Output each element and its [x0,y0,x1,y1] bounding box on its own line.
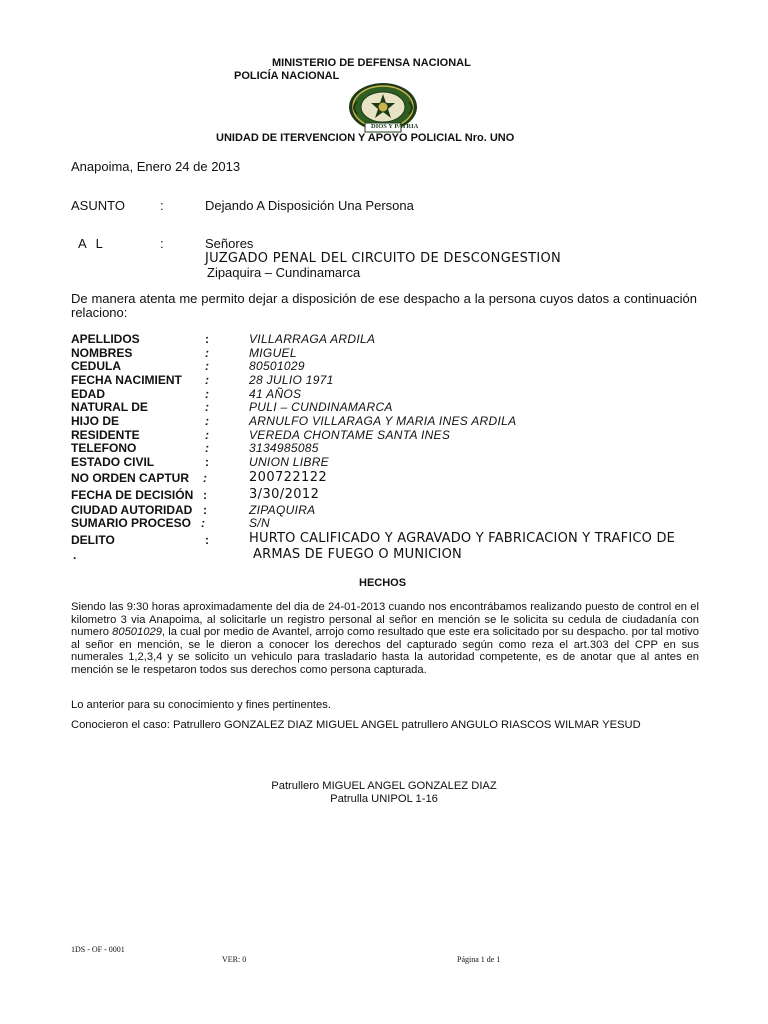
field-colon: : [205,441,209,455]
field-colon: : [205,428,209,442]
field-value-fecha-decision: 3/30/2012 [249,487,320,502]
field-label-nombres: NOMBRES [71,346,133,360]
field-colon: : [203,503,207,517]
field-colon: : [203,471,207,485]
field-label-telefono: TELEFONO [71,441,137,455]
field-label-natural-de: NATURAL DE [71,400,148,414]
hechos-text-part1: Siendo las 9:30 horas aproximadamente del dia de 24-01-2013 cuando nos encontrábamos realizando puesto de control en el kilometro 3 via Anapoima, al solicitarle un registro personal al señor en mención se le solicita su cedula de ciudadanía con numero [71,601,699,639]
footer-version: VER: 0 [222,955,247,964]
field-colon: : [205,359,209,373]
delito-dot: . [73,548,77,562]
field-value-residente: VEREDA CHONTAME SANTA INES [249,428,451,442]
field-label-delito: DELITO [71,533,115,547]
field-label-fecha-decision: FECHA DE DECISIÓN [71,488,194,502]
field-label-apellidos: APELLIDOS [71,332,140,346]
asunto-colon: : [160,198,164,213]
field-value-estado-civil: UNION LIBRE [249,455,329,469]
signature-unit: Patrulla UNIPOL 1-16 [330,793,438,805]
field-colon: : [205,373,209,387]
unit-heading: UNIDAD DE ITERVENCION Y APOYO POLICIAL Nro. UNO [216,132,515,144]
field-label-fecha-nacimiento: FECHA NACIMIENT [71,373,182,387]
delito-line1: HURTO CALIFICADO Y AGRAVADO Y FABRICACION Y TRAFICO DE [249,531,676,546]
footer-page-number: Página 1 de 1 [457,955,501,964]
case-officers: Conocieron el caso: Patrullero GONZALEZ DIAZ MIGUEL ANGEL patrullero ANGULO RIASCOS WILMAR YESUD [71,719,641,731]
date-line: Anapoima, Enero 24 de 2013 [71,159,241,174]
field-label-residente: RESIDENTE [71,428,140,442]
police-heading: POLICÍA NACIONAL [234,70,340,82]
hechos-cedula-number: 80501029 [112,626,162,639]
al-label: A L [78,236,106,251]
intro-paragraph: De manera atenta me permito dejar a disposición de ese despacho a la persona cuyos datos a continuación relaciono: [71,291,697,320]
asunto-value: Dejando A Disposición Una Persona [205,198,414,213]
delito-line2: ARMAS DE FUEGO O MUNICION [253,547,462,562]
field-colon: : [205,400,209,414]
field-value-edad: 41 AÑOS [249,387,302,401]
field-value-apellidos: VILLARRAGA ARDILA [249,332,376,346]
field-colon: : [205,414,209,428]
ministry-heading: MINISTERIO DE DEFENSA NACIONAL [272,57,471,69]
field-value-natural-de: PULI – CUNDINAMARCA [249,400,393,414]
hechos-text-part2: , la cual por medio de Avantel, arrojo como resultado que este era solicitado por su despacho. por tal motivo al señor en mención, se le dieron a conocer los derechos del capturado según como reza el art.303 del CPP en sus numerales 1,2,3,4 y se solicito un vehiculo para trasladario hasta la autoridad competente, es de anotar que al antes en mención se le respetaron todos sus derechos como persona capturada. [71,626,699,676]
field-label-cedula: CEDULA [71,359,121,373]
court-name: JUZGADO PENAL DEL CIRCUITO DE DESCONGESTION [205,251,562,266]
field-colon: : [201,516,205,530]
hechos-paragraph [71,601,699,677]
field-value-sumario-proceso: S/N [249,516,270,530]
field-colon: : [205,332,209,346]
field-colon: : [205,533,209,547]
field-label-ciudad-autoridad: CIUDAD AUTORIDAD [71,503,193,517]
field-colon: : [205,455,209,469]
al-colon: : [160,236,164,251]
field-value-ciudad-autoridad: ZIPAQUIRA [249,503,316,517]
al-line3: Zipaquira – Cundinamarca [207,265,361,280]
field-value-cedula: 80501029 [249,359,305,373]
field-label-hijo-de: HIJO DE [71,414,120,428]
field-colon: : [205,387,209,401]
field-colon: : [203,488,207,502]
asunto-label: ASUNTO [71,198,125,213]
field-colon: : [205,346,209,360]
field-value-fecha-nacimiento: 28 JULIO 1971 [249,373,334,387]
field-label-edad: EDAD [71,387,106,401]
field-value-nombres: MIGUEL [249,346,297,360]
police-seal-icon [343,80,423,138]
signature-name: Patrullero MIGUEL ANGEL GONZALEZ DIAZ [271,780,497,792]
al-line1: Señores [205,236,254,251]
field-label-orden-captura: NO ORDEN CAPTUR [71,471,190,485]
field-value-hijo-de: ARNULFO VILLARAGA Y MARIA INES ARDILA [249,414,517,428]
closing-line: Lo anterior para su conocimiento y fines pertinentes. [71,699,331,711]
seal-motto: DIOS Y PATRIA [371,123,419,130]
field-value-telefono: 3134985085 [249,441,319,455]
field-label-sumario-proceso: SUMARIO PROCESO [71,516,192,530]
field-label-estado-civil: ESTADO CIVIL [71,455,155,469]
hechos-title: HECHOS [359,577,407,589]
footer-document-code: 1DS - OF - 0001 [71,945,125,954]
field-value-orden-captura: 200722122 [249,470,328,485]
